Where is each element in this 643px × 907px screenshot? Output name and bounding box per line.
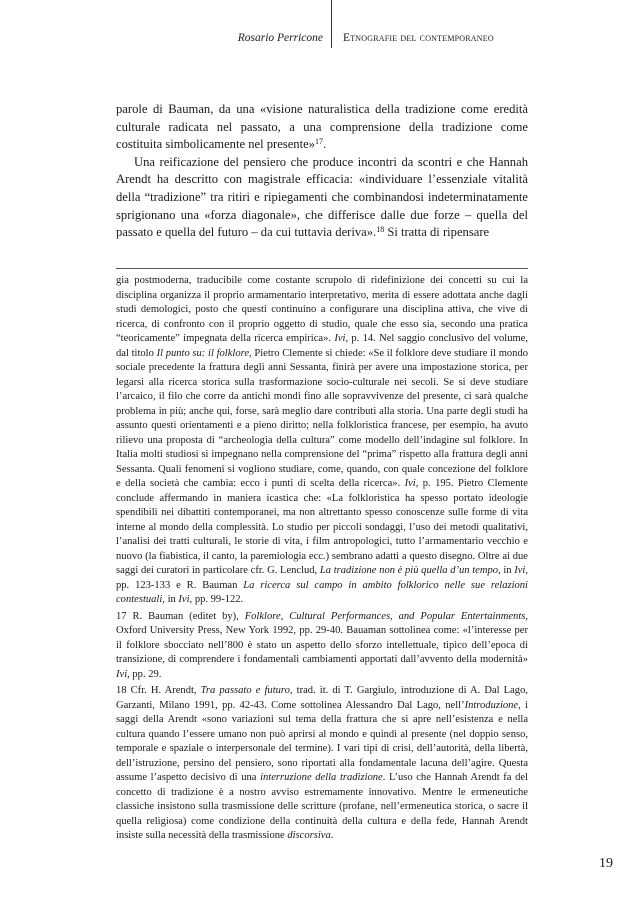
text-run: parole di Bauman, da una «visione naturalistica della tradizione come eredità culturale radicata nel passato, a una comprensione della tradizione come costituita simbolicamente nel presente» (116, 102, 528, 152)
italic-text: Ivi (514, 565, 526, 576)
italic-text: Tra passato e futuro (200, 685, 290, 696)
italic-text: discorsiva (287, 830, 331, 841)
text-run: , p. 14. Nel saggio conclusivo del volume, dal titolo (116, 333, 528, 359)
text-run: Si tratta di ripensare (384, 225, 490, 240)
italic-text: Ivi (334, 333, 346, 344)
running-header-title: Etnografie del contemporaneo (343, 32, 494, 44)
main-text (116, 101, 528, 242)
text-run: , in (162, 594, 179, 605)
italic-text: Il punto su: il folklore (156, 347, 250, 359)
running-header-author: Rosario Perricone (237, 32, 323, 44)
text-run: , Pietro Clemente si chiede: «Se il folklore deve studiare il mondo sociale precedente la frattura degli anni Sessanta, finirà per avere una impostazione storica, per legarsi alla ricerca storica sulla trasformazione socio-culturale nei secoli. Se si deve studiare l’arcaico, il filo che corre da antichi mondi fino alle sopravvivenze del presente, ci sarà qualche problema in più; anche qui, forse, sarà meglio dare contributi alla storia. Una parte degli studi ha assunto questi orientamenti e a pieno diritto; nella folkloristica francese, per esempio, ha avuto rilievo una proposta di “archeologia della cultura” come modello dell’indagine sul folklore. In Italia molti studiosi si impegnano nella comprensione del “prima” rispetto alla frattura degli anni Sessanta. Quali fenomeni si vogliono studiare, come, quando, con quale concezione del folklore e della società che cambia: ecco i punti di scelta della ricerca». (116, 347, 528, 489)
italic-text: Ivi (116, 668, 128, 680)
italic-text: La tradizione non è più quella d’un tempo (319, 565, 499, 576)
footnote-reference: 17 (315, 137, 323, 147)
footnotes (116, 274, 528, 844)
body-paragraph (116, 154, 528, 242)
text-run: , pp. 99-122. (189, 594, 244, 605)
running-header-divider (331, 0, 332, 48)
text-run: . (330, 830, 334, 841)
italic-text: interruzione della tradizione (260, 772, 383, 783)
text-run: , Oxford University Press, New York 1992, pp. 29-40. Bauaman sottolinea come: «l’interesse per il folklore sbocciato nell’800 è stato un aspetto dello sforzo intellettuale, tipico dell’epoca di transizione, di comprendere i fondamentali cambiamenti apportati dall’avvento della modernità» (116, 610, 528, 665)
italic-text: Folklore, Cultural Performances, and Popular Entertainments (244, 610, 526, 622)
footnote (116, 684, 528, 844)
text-run: , i saggi della Arendt «sono variazioni sul tema della frattura che si apre nell’esistenza e nella cultura quando l’essere umano non può aprirsi al mondo e quindi al presente (nel doppio senso, temporale e spaziale o interpersonale del termine). I vari tipi di crisi, dell’autorità, della libertà, dell’istruzione, persino del pensiero, sono riportati alla fondamentale lacuna dell’agire. Questa assume l’aspetto decisivo di una (116, 699, 528, 783)
text-run: , trad. it. di T. Gargiulo, introduzione di A. Dal Lago, Garzanti, Milano 1991, pp. 42-43. Come sottolinea Alessandro Dal Lago, nell’ (116, 685, 528, 711)
text-run: . L’uso che Hannah Arendt fa del concetto di tradizione è a nostro avviso estremamente innovativo. Mentre le ermeneutiche classiche insistono sulla trasmissione delle scritture (profane, nell’ermeneutica storica, o sacre il quella religiosa) come condizione della continuità della cultura e della fede, Hannah Arendt insiste sulla necessità della trasmissione (116, 772, 528, 841)
italic-text: La ricerca sul campo in ambito folklorico nelle sue relazioni contestuali (116, 579, 528, 605)
footnote-separator (116, 268, 528, 269)
italic-text: Ivi (178, 594, 190, 605)
text-run: , pp. 123-133 e R. Bauman (116, 565, 528, 591)
text-run: . (323, 137, 327, 152)
page-number: 19 (599, 856, 613, 871)
footnote (116, 610, 528, 683)
text-run: gia postmoderna, traducibile come costante scrupolo di ridefinizione dei concetti su cui la disciplina organizza il proprio armamentario interpretativo, merita di essere adottata anche dagli studi demologici, posto che questi continuino a configurare una disciplina attiva, che vive di ricerca, di confronto con il proprio oggetto di studio, quale che esso sia, secondo una pratica “teoricamente” impegnata della ricerca empirica». (116, 275, 528, 344)
text-run: , in (498, 565, 515, 576)
text-run: 18 Cfr. H. Arendt, (116, 685, 201, 696)
text-run: Una reificazione del pensiero che produce incontri da scontri e che Hannah Arendt ha descritto con magistrale efficacia: «individuare l’essenziale vitalità della “tradizione” tra ritiri e ripiegamenti che combinandosi indeterminatamente sprigionano una «forza diagonale», che differisce dalle due forze – quella del passato e quella del futuro – da cui tuttavia deriva». (116, 154, 528, 240)
footnote-reference: 18 (376, 225, 385, 235)
footnote (116, 274, 528, 608)
running-header (0, 0, 643, 58)
text-run: , p. 195. Pietro Clemente conclude affermando in maniera icastica che: «La folkloristica ha spesso portato ideologie spendibili nei dibattiti contemporanei, ma non altrettanto spesso conoscenze sulle forme di vita interne al mondo della complessità. Lo studio per piccoli sondaggi, l’uso dei metodi qualitativi, l’analisi dei tratti culturali, le storie di vita, i film antropologici, tutto l’armamentario vecchio e nuovo (la fiabistica, il canto, la paremiologia ecc.) sembrano adatti a questo disegno. Oltre ai due saggi dei curatori in particolare cfr. G. Lenclud, (116, 478, 528, 576)
text-run: 17 R. Bauman (editet by), (116, 610, 245, 622)
italic-text: Ivi (404, 478, 416, 489)
text-run: , pp. 29. (127, 668, 162, 680)
body-paragraph (116, 101, 528, 154)
italic-text: Introduzione (464, 699, 519, 711)
